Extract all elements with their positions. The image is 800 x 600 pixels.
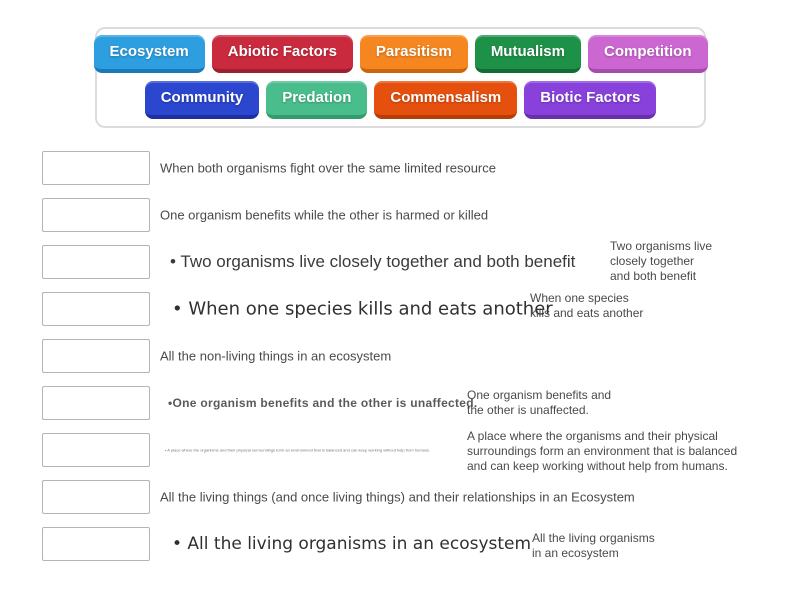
word-bank-row-1 [97, 35, 704, 73]
answer-slot[interactable] [42, 339, 150, 373]
answer-slot[interactable] [42, 480, 150, 514]
answer-slot[interactable] [42, 433, 150, 467]
clue-side-text [467, 429, 737, 474]
clue-side-text [532, 531, 655, 561]
word-bank-panel [95, 27, 706, 128]
word-tile-competition[interactable]: Competition [588, 35, 708, 73]
answer-slot[interactable] [42, 151, 150, 185]
match-rows [0, 144, 800, 567]
match-row [0, 379, 800, 426]
clue-text: All the non-living things in an ecosystem [160, 348, 392, 363]
word-tile-parasitism[interactable]: Parasitism [360, 35, 468, 73]
match-row [0, 520, 800, 567]
clue-side-line: All the living organisms [532, 531, 655, 545]
match-row [0, 238, 800, 285]
clue-side-text [610, 239, 712, 284]
clue-text: • A place where the organisms and their physical surroundings form an environment that is balanced and can keep working without help from humans. [165, 447, 431, 452]
answer-slot[interactable] [42, 386, 150, 420]
word-tile-ecosystem[interactable]: Ecosystem [94, 35, 205, 73]
answer-slot[interactable] [42, 292, 150, 326]
clue-side-line: the other is unaffected. [467, 403, 589, 417]
clue-side-line: One organism benefits and [467, 388, 612, 402]
clue-side-line: and both benefit [610, 269, 697, 283]
match-row [0, 332, 800, 379]
word-tile-mutualism[interactable]: Mutualism [475, 35, 581, 73]
clue-side-line: Two organisms live [610, 239, 713, 253]
answer-slot[interactable] [42, 245, 150, 279]
clue-side-line: in an ecosystem [532, 546, 619, 560]
clue-text: One organism benefits while the other is harmed or killed [160, 207, 489, 222]
clue-side-line: A place where the organisms and their physical [467, 429, 718, 443]
word-tile-biotic-factors[interactable]: Biotic Factors [524, 81, 656, 119]
clue-side-line: closely together [610, 254, 695, 268]
clue-text: All the living things (and once living things) and their relationships in an Ecosystem [160, 489, 635, 504]
clue-side-line: kills and eats another [530, 306, 644, 320]
match-row [0, 285, 800, 332]
match-row [0, 426, 800, 473]
clue-side-text [467, 388, 611, 418]
clue-text: • All the living organisms in an ecosystem [172, 533, 532, 554]
clue-text: • When one species kills and eats another [172, 298, 553, 319]
clue-text: When both organisms fight over the same limited resource [160, 160, 496, 175]
clue-text: •One organism benefits and the other is unaffected. [168, 395, 478, 410]
clue-text: • Two organisms live closely together and both benefit [170, 251, 576, 271]
word-tile-community[interactable]: Community [145, 81, 260, 119]
answer-slot[interactable] [42, 527, 150, 561]
clue-side-text [530, 291, 643, 321]
match-row [0, 473, 800, 520]
word-tile-commensalism[interactable]: Commensalism [374, 81, 517, 119]
clue-side-line: surroundings form an environment that is balanced [467, 444, 738, 458]
match-row [0, 144, 800, 191]
word-tile-predation[interactable]: Predation [266, 81, 367, 119]
answer-slot[interactable] [42, 198, 150, 232]
word-tile-abiotic-factors[interactable]: Abiotic Factors [212, 35, 353, 73]
match-row [0, 191, 800, 238]
clue-side-line: When one species [530, 291, 629, 305]
clue-side-line: and can keep working without help from humans. [467, 459, 728, 473]
word-bank-row-2 [97, 81, 704, 119]
